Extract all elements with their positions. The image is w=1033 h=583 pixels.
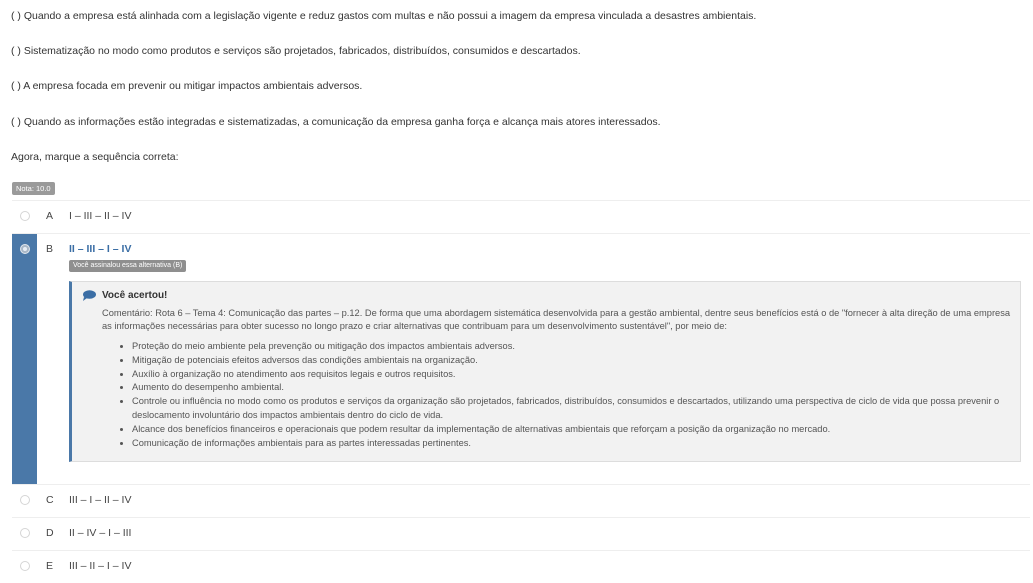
statement-4: ( ) Quando as informações estão integradas e sistematizadas, a comunicação da empresa ganha força e alcança mais atores interessados. [11,116,661,128]
statement-1: ( ) Quando a empresa está alinhada com a legislação vigente e reduz gastos com multas e não possui a imagem da empresa vinculada a desastres ambientais. [11,10,757,22]
feedback-box [69,281,1021,462]
option-e[interactable] [12,550,1030,583]
radio-button-selected[interactable] [20,244,30,254]
radio-button[interactable] [20,495,30,505]
feedback-comment: Comentário: Rota 6 – Tema 4: Comunicação das partes – p.12. De forma que uma abordagem sistemática desenvolvida para a gestão ambiental, dentre seus benefícios está o de "fornecer à alta direção de uma empresa as informações necessárias para obter sucesso no longo prazo e criar alternativas que contribuam para um desenvolvimento sustentável", por meio de: [102,308,1011,331]
radio-button[interactable] [20,528,30,538]
feedback-title: Você acertou! [102,290,168,301]
question-prompt: Agora, marque a sequência correta: [11,151,179,163]
option-letter: E [46,560,54,572]
list-item: • Controle ou influência no modo como os produtos e serviços da organização são projetados, fabricados, distribuídos, consumidos e descartados, utilizando uma perspectiva de ciclo de vida que possa prevenir o deslocamento involuntário dos impactos ambientais dentro do ciclo de vida. [132,395,1012,423]
option-text: III – I – II – IV [69,494,132,506]
radio-button[interactable] [20,211,30,221]
option-text: I – III – II – IV [69,210,132,222]
option-a[interactable] [12,200,1030,233]
option-text: III – II – I – IV [69,560,132,572]
option-c[interactable] [12,484,1030,517]
option-letter: C [46,494,54,506]
selected-alternative-badge: Você assinalou essa alternativa (B) [69,260,186,272]
option-text: II – IV – I – III [69,527,132,539]
option-b[interactable] [12,233,1030,484]
list-item: • Comunicação de informações ambientais para as partes interessadas pertinentes. [132,437,1012,451]
option-d[interactable] [12,517,1030,550]
option-letter: D [46,527,54,539]
statement-3: ( ) A empresa focada em prevenir ou mitigar impactos ambientais adversos. [11,80,363,92]
list-item: • Aumento do desempenho ambiental. [132,381,1012,395]
list-item: • Auxílio à organização no atendimento aos requisitos legais e outros requisitos. [132,368,1012,382]
feedback-list [132,340,1012,450]
selected-indicator [12,234,37,484]
option-text: II – III – I – IV [69,243,132,255]
option-letter: A [46,210,54,222]
speech-bubble-icon [82,290,96,301]
list-item: • Mitigação de potenciais efeitos adversos das condições ambientais na organização. [132,354,1012,368]
option-letter: B [46,243,54,255]
list-item: • Proteção do meio ambiente pela prevenção ou mitigação dos impactos ambientais adversos. [132,340,1012,354]
statement-2: ( ) Sistematização no modo como produtos e serviços são projetados, fabricados, distribuídos, consumidos e descartados. [11,45,581,57]
list-item: • Alcance dos benefícios financeiros e operacionais que podem resultar da implementação de alternativas ambientais que reforçam a posição da organização no mercado. [132,423,1012,437]
score-badge: Nota: 10.0 [12,182,55,195]
radio-button[interactable] [20,561,30,571]
